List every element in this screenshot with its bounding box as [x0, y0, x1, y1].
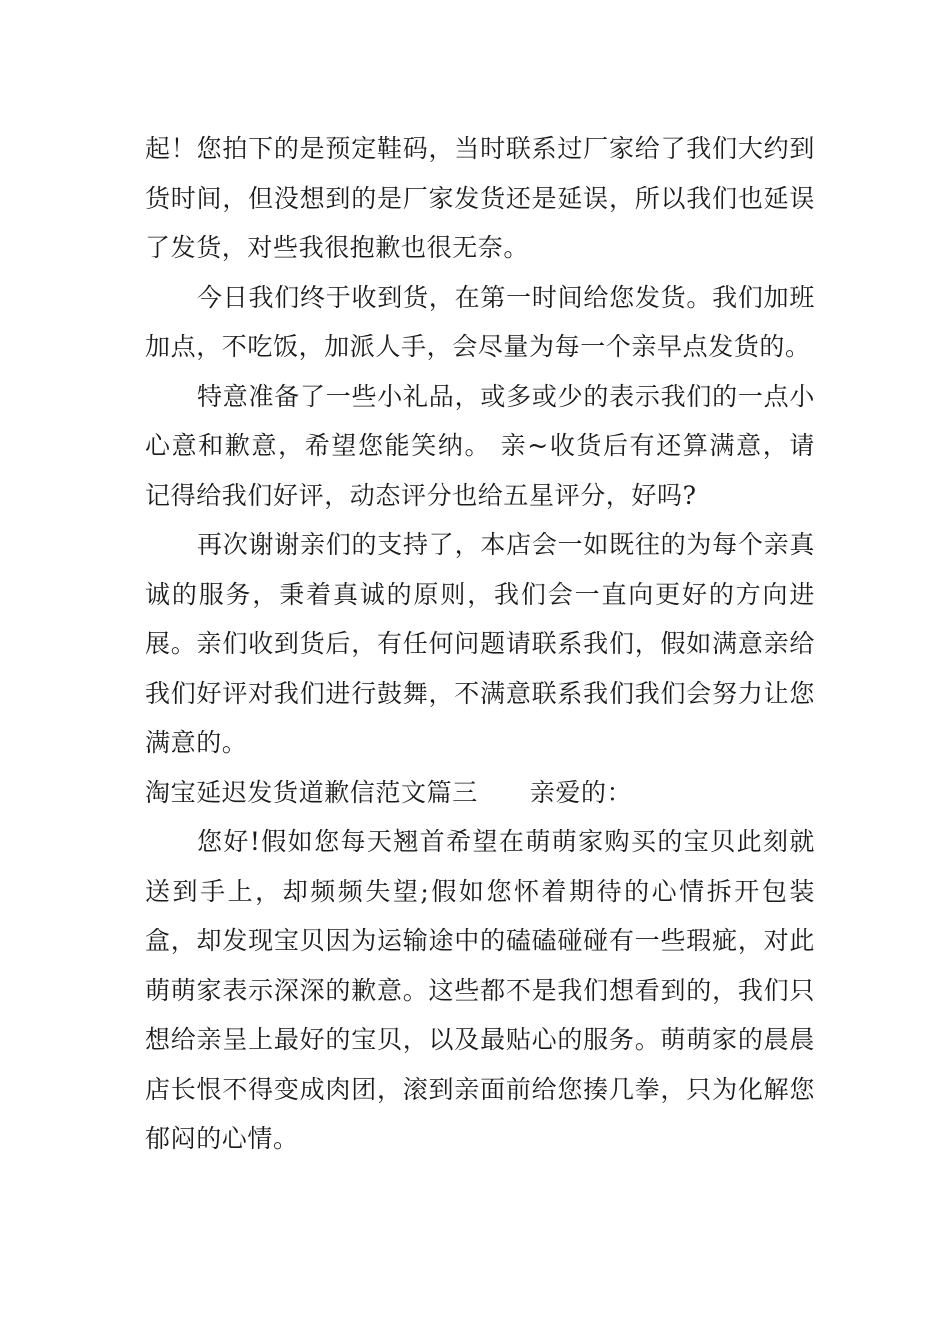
document-body — [145, 124, 815, 1164]
section-title: 淘宝延迟发货道歉信范文篇三 — [145, 777, 478, 807]
paragraph-gift: 特意准备了一些小礼品，或多或少的表示我们的一点小心意和歉意，希望您能笑纳。 亲~收货后有还算满意，请记得给我们好评，动态评分也给五星评分，好吗? — [145, 381, 815, 510]
section-heading — [145, 768, 815, 818]
paragraph-thanks: 再次谢谢亲们的支持了，本店会一如既往的为每个亲真诚的服务，秉着真诚的原则，我们会一直向更好的方向进展。亲们收到货后，有任何问题请联系我们，假如满意亲给我们好评对我们进行鼓舞，不满意联系我们我们会努力让您满意的。 — [145, 530, 815, 757]
paragraph-shipping: 今日我们终于收到货，在第一时间给您发货。我们加班加点，不吃饭，加派人手，会尽量为每一个亲早点发货的。 — [145, 282, 815, 361]
paragraph-continued: 起！您拍下的是预定鞋码，当时联系过厂家给了我们大约到货时间，但没想到的是厂家发货还是延误，所以我们也延误了发货，对些我很抱歉也很无奈。 — [145, 134, 815, 262]
paragraph-apology: 您好!假如您每天翘首希望在萌萌家购买的宝贝此刻就送到手上，却频频失望;假如您怀着期待的心情拆开包装盒，却发现宝贝因为运输途中的磕磕碰碰有一些瑕疵，对此萌萌家表示深深的歉意。这些都不是我们想看到的，我们只想给亲呈上最好的宝贝，以及最贴心的服务。萌萌家的晨晨店长恨不得变成肉团，滚到亲面前给您揍几拳，只为化解您郁闷的心情。 — [145, 827, 815, 1153]
salutation: 亲爱的： — [529, 777, 633, 807]
